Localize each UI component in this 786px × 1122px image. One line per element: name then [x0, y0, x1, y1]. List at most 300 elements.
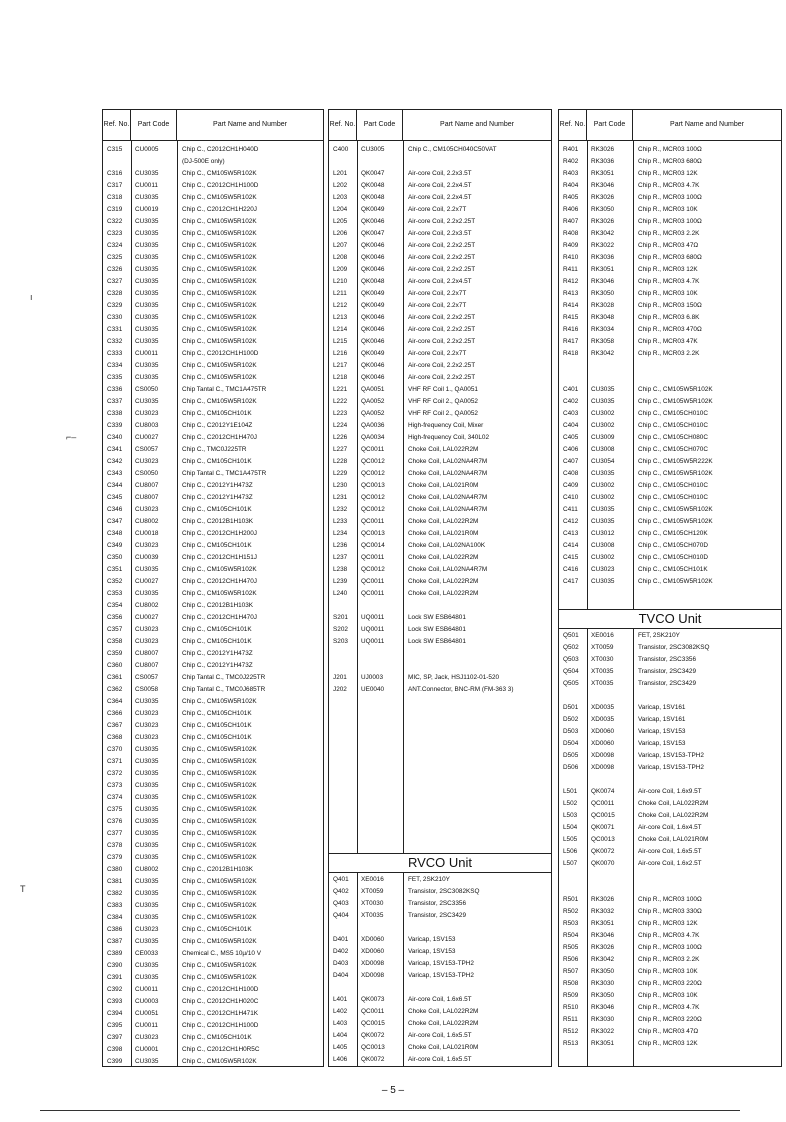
table-row	[103, 756, 323, 768]
part-ref: R510	[563, 1004, 579, 1011]
part-code: QC0013	[361, 482, 385, 489]
part-ref: Q503	[563, 656, 579, 663]
part-ref: R408	[563, 230, 579, 237]
table-row	[559, 564, 781, 576]
part-name: Chemical C., MS5 10µ/10 V	[182, 950, 261, 957]
part-ref: C414	[563, 542, 579, 549]
part-name: Chip C., CM105W5R102K	[182, 242, 257, 249]
part-code: CU8007	[135, 494, 159, 501]
part-code: CU3035	[135, 590, 159, 597]
part-code: QC0012	[361, 458, 385, 465]
part-name: Chip R., MCR03 4.7K	[638, 932, 700, 939]
table-row	[329, 444, 551, 456]
part-ref: C389	[107, 950, 123, 957]
rvco-unit-title: RVCO Unit	[329, 853, 551, 873]
part-ref: L406	[333, 1056, 348, 1063]
part-name: Chip C., C2012CH1H100D	[182, 986, 259, 993]
part-ref: C402	[563, 398, 579, 405]
part-ref: L505	[563, 836, 578, 843]
part-name: Chip C., CM105W5R102K	[182, 194, 257, 201]
part-code: CU3054	[591, 458, 615, 465]
table-row	[103, 768, 323, 780]
part-name: Chip R., MCR03 47K	[638, 338, 698, 345]
table-row	[329, 324, 551, 336]
table-row	[103, 180, 323, 192]
part-code: UJ0003	[361, 674, 384, 681]
part-name: Chip C., CM105W5R102K	[182, 962, 257, 969]
table-row	[103, 792, 323, 804]
part-code: CU3035	[135, 278, 159, 285]
part-code: CU3035	[135, 782, 159, 789]
part-code: CU3035	[135, 902, 159, 909]
part-ref: R411	[563, 266, 578, 273]
part-code: QK0049	[361, 302, 385, 309]
part-ref: C344	[107, 482, 123, 489]
table-row	[103, 1020, 323, 1032]
part-name: Chip C., CM105W5R102K	[182, 974, 257, 981]
part-name: Chip R., MCR03 330Ω	[638, 908, 702, 915]
scan-mark: T	[20, 884, 26, 894]
part-name: Chip R., MCR03 4.7K	[638, 1004, 700, 1011]
part-ref: L210	[333, 278, 348, 285]
part-code: XD0098	[361, 960, 385, 967]
part-name: Chip R., MCR03 680Ω	[638, 254, 702, 261]
part-code: QC0013	[361, 530, 385, 537]
part-code: CU0011	[135, 350, 158, 357]
table-row	[559, 264, 781, 276]
table-row	[103, 288, 323, 300]
part-code: CU3035	[135, 194, 159, 201]
table-row	[103, 588, 323, 600]
table-row	[559, 1026, 781, 1038]
part-ref: L502	[563, 800, 578, 807]
part-code: QA0052	[361, 398, 385, 405]
part-ref: L206	[333, 230, 348, 237]
part-name: Chip C., C2012CH1H040D	[182, 146, 259, 153]
table-row	[103, 996, 323, 1008]
part-ref: R502	[563, 908, 579, 915]
part-ref: L404	[333, 1032, 348, 1039]
part-ref: C317	[107, 182, 123, 189]
part-name: Air-core Coil, 1.6x6.5T	[408, 996, 472, 1003]
part-ref: R415	[563, 314, 579, 321]
part-ref: C327	[107, 278, 123, 285]
part-ref: J201	[333, 674, 347, 681]
part-name: Chip C., C2012Y1H473Z	[182, 494, 253, 501]
table-row	[103, 168, 323, 180]
table-row	[103, 876, 323, 888]
part-ref: R418	[563, 350, 579, 357]
part-ref: L237	[333, 554, 348, 561]
part-name: Chip C., CM105W5R102K	[638, 518, 713, 525]
part-name: Varicap, 1SV161	[638, 716, 686, 723]
part-ref: R407	[563, 218, 579, 225]
table-row	[329, 672, 551, 684]
part-ref: L238	[333, 566, 348, 573]
part-code: CU3035	[135, 230, 159, 237]
part-name: Chip C., CM105W5R102K	[182, 794, 257, 801]
part-ref: S203	[333, 638, 348, 645]
table-row	[103, 648, 323, 660]
part-code: UE0040	[361, 686, 385, 693]
part-ref: C357	[107, 626, 123, 633]
part-code: CU8003	[135, 422, 159, 429]
part-code: CU3035	[591, 398, 615, 405]
table-row	[559, 738, 781, 750]
table-row	[329, 420, 551, 432]
part-code: CU3035	[591, 578, 615, 585]
part-code: CS0057	[135, 674, 159, 681]
part-ref: R417	[563, 338, 579, 345]
table-row	[329, 1018, 551, 1030]
part-ref: L222	[333, 398, 348, 405]
part-ref: C390	[107, 962, 123, 969]
table-row	[103, 408, 323, 420]
table-row	[329, 456, 551, 468]
table-row	[329, 348, 551, 360]
part-code: CU3023	[135, 710, 159, 717]
part-code: QC0015	[591, 812, 615, 819]
table-row	[559, 726, 781, 738]
part-code: CU8002	[135, 602, 159, 609]
part-name: Chip C., CM105W5R102K	[182, 902, 257, 909]
part-ref: R404	[563, 182, 579, 189]
table-row	[559, 456, 781, 468]
part-code: CU3035	[135, 302, 159, 309]
part-name: Chip C., CM105W5R102K	[182, 290, 257, 297]
table-row	[559, 516, 781, 528]
part-ref: D502	[563, 716, 579, 723]
header-code: Part Code	[357, 110, 403, 140]
part-ref: C382	[107, 890, 123, 897]
part-name: Chip C., CM105W5R102K	[182, 830, 257, 837]
part-ref: L228	[333, 458, 348, 465]
part-ref: L236	[333, 542, 348, 549]
part-code: CU8002	[135, 518, 159, 525]
part-name: Chip R., MCR03 12K	[638, 920, 698, 927]
table-row	[559, 420, 781, 432]
part-name: Chip C., CM105CH010C	[638, 482, 708, 489]
part-ref: C358	[107, 638, 123, 645]
table-row	[103, 924, 323, 936]
table-row	[559, 216, 781, 228]
header-ref: Ref. No.	[103, 110, 131, 140]
part-name: Air-core Coil, 1.6x9.5T	[638, 788, 702, 795]
part-ref: R511	[563, 1016, 578, 1023]
part-code: QC0011	[361, 578, 385, 585]
table-row	[103, 552, 323, 564]
part-ref: L240	[333, 590, 348, 597]
table-row	[559, 906, 781, 918]
part-name: Choke Coil, LAL022R2M	[408, 518, 479, 525]
part-code: RK3048	[591, 314, 615, 321]
part-ref: L504	[563, 824, 578, 831]
part-ref: C373	[107, 782, 123, 789]
part-name: Chip C., CM105CH040C50VAT	[408, 146, 497, 153]
table-row	[103, 696, 323, 708]
column-header	[103, 110, 323, 141]
table-row	[329, 970, 551, 982]
table-row	[329, 432, 551, 444]
part-code: XD0060	[591, 740, 615, 747]
part-name: Chip C., CM105W5R102K	[182, 566, 257, 573]
part-name: Chip C., CM105CH101K	[182, 926, 252, 933]
part-code: CU3023	[135, 734, 159, 741]
part-ref: C341	[107, 446, 123, 453]
table-row	[329, 516, 551, 528]
table-row	[329, 156, 551, 168]
part-name: Chip R., MCR03 4.7K	[638, 278, 700, 285]
part-code: QC0011	[591, 800, 615, 807]
table-row	[329, 994, 551, 1006]
part-code: RK3022	[591, 242, 615, 249]
table-row	[559, 492, 781, 504]
part-code: CU3035	[135, 242, 159, 249]
part-name: Chip C., CM105W5R102K	[182, 746, 257, 753]
table-row	[103, 324, 323, 336]
part-name: Chip C., CM105W5R102K	[182, 938, 257, 945]
part-name: Chip C., CM105CH101K	[182, 734, 252, 741]
part-ref: D401	[333, 936, 349, 943]
table-row	[559, 930, 781, 942]
part-ref: C332	[107, 338, 123, 345]
table-row	[329, 252, 551, 264]
part-ref: Q501	[563, 632, 579, 639]
part-ref: C316	[107, 170, 123, 177]
table-row	[103, 528, 323, 540]
table-row	[329, 886, 551, 898]
part-ref: L503	[563, 812, 578, 819]
part-code: QK0046	[361, 242, 385, 249]
part-name: Air-core Coil, 2.2x2.25T	[408, 242, 476, 249]
part-ref: Q402	[333, 888, 349, 895]
part-name: Chip C., CM105CH010C	[638, 422, 708, 429]
part-code: RK3058	[591, 338, 615, 345]
part-code: QK0072	[361, 1032, 385, 1039]
part-ref: C336	[107, 386, 123, 393]
part-name: Air-core Coil, 2.2x7T	[408, 302, 467, 309]
part-code: RK3026	[591, 944, 615, 951]
part-code: CU3002	[591, 482, 615, 489]
part-ref: L226	[333, 434, 348, 441]
part-code: CU3035	[135, 218, 159, 225]
part-ref: C406	[563, 446, 579, 453]
part-name: Chip C., C2012CH1H100D	[182, 182, 259, 189]
table-row	[329, 552, 551, 564]
part-code: CU3035	[135, 962, 159, 969]
part-name: Chip R., MCR03 12K	[638, 1040, 698, 1047]
part-code: QA0051	[361, 386, 385, 393]
table-row	[329, 1042, 551, 1054]
part-code: XE0016	[591, 632, 614, 639]
table-row	[103, 144, 323, 156]
table-row	[329, 564, 551, 576]
part-name: Chip R., MCR03 10K	[638, 290, 698, 297]
part-code: QK0070	[591, 860, 615, 867]
table-row	[329, 648, 551, 660]
table-row	[103, 300, 323, 312]
part-name: Chip R., MCR03 100Ω	[638, 944, 702, 951]
part-name: Choke Coil, LAL022R2M	[408, 446, 479, 453]
part-code: CU3002	[591, 554, 615, 561]
part-code: XT0030	[591, 656, 614, 663]
part-ref: R509	[563, 992, 579, 999]
part-code: CU8007	[135, 482, 159, 489]
part-ref: R504	[563, 932, 579, 939]
table-row	[103, 900, 323, 912]
part-code: CU3023	[135, 1034, 159, 1041]
table-row	[559, 300, 781, 312]
table-row	[103, 540, 323, 552]
part-ref: L216	[333, 350, 348, 357]
table-row	[559, 714, 781, 726]
part-name: Chip R., MCR03 470Ω	[638, 326, 702, 333]
part-ref: C331	[107, 326, 123, 333]
part-name: Transistor, 2SC3356	[638, 656, 697, 663]
table-row	[103, 948, 323, 960]
part-code: QC0011	[361, 1008, 385, 1015]
part-name: Chip C., CM105W5R222K	[638, 458, 713, 465]
part-name: FET, 2SK210Y	[638, 632, 680, 639]
part-ref: C413	[563, 530, 579, 537]
part-name: Chip C., CM105W5R102K	[182, 770, 257, 777]
part-code: XT0035	[591, 668, 614, 675]
table-row	[103, 192, 323, 204]
part-code: CU3005	[361, 146, 385, 153]
part-ref: C361	[107, 674, 123, 681]
part-ref: C339	[107, 422, 123, 429]
table-row	[559, 666, 781, 678]
part-code: QA0034	[361, 434, 385, 441]
page-number: – 5 –	[381, 1085, 405, 1096]
part-ref: Q502	[563, 644, 579, 651]
part-ref: R416	[563, 326, 579, 333]
table-row	[329, 180, 551, 192]
part-code: CU3035	[135, 374, 159, 381]
part-code: RK3026	[591, 146, 615, 153]
table-row	[103, 444, 323, 456]
part-name: Chip R., MCR03 4.7K	[638, 182, 700, 189]
table-row	[559, 552, 781, 564]
part-ref: L221	[333, 386, 348, 393]
part-ref: R507	[563, 968, 579, 975]
part-name: Varicap, 1SV153	[408, 948, 456, 955]
part-code: CU3035	[135, 974, 159, 981]
table-row	[103, 216, 323, 228]
table-row	[559, 348, 781, 360]
table-row	[329, 540, 551, 552]
part-name: Transistor, 2SC3356	[408, 900, 467, 907]
table-row	[329, 588, 551, 600]
table-row	[559, 480, 781, 492]
part-name: ANT.Connector, BNC-RM (FM-363 3)	[408, 686, 514, 693]
table-row	[559, 288, 781, 300]
part-ref: C343	[107, 470, 123, 477]
table-row	[103, 276, 323, 288]
part-code: CU3035	[591, 470, 615, 477]
table-row	[559, 384, 781, 396]
part-ref: D504	[563, 740, 579, 747]
part-name: Chip C., CM105CH101K	[182, 626, 252, 633]
part-ref: C407	[563, 458, 579, 465]
part-code: RK3051	[591, 170, 615, 177]
table-row	[559, 228, 781, 240]
table-row	[329, 276, 551, 288]
part-ref: R410	[563, 254, 579, 261]
part-code: RK3051	[591, 266, 615, 273]
table-row	[103, 312, 323, 324]
part-ref: L405	[333, 1044, 348, 1051]
part-ref: L212	[333, 302, 348, 309]
part-name: Chip C., CM105W5R102K	[182, 1058, 257, 1065]
part-ref: C347	[107, 518, 123, 525]
part-name: VHF RF Coil 2., QA0052	[408, 398, 478, 405]
part-ref: C371	[107, 758, 123, 765]
table-row	[103, 336, 323, 348]
part-code: CU3023	[135, 458, 159, 465]
part-ref: D505	[563, 752, 579, 759]
table-row	[559, 468, 781, 480]
part-code: QK0046	[361, 266, 385, 273]
part-name: Air-core Coil, 2.2x2.25T	[408, 374, 476, 381]
part-ref: C383	[107, 902, 123, 909]
part-ref: C397	[107, 1034, 123, 1041]
part-code: CU3023	[135, 926, 159, 933]
table-row	[559, 954, 781, 966]
part-name: Air-core Coil, 2.2x2.25T	[408, 254, 476, 261]
table-row	[103, 372, 323, 384]
part-code: RK3046	[591, 278, 615, 285]
part-name: Chip Tantal C., TMC0J225TR	[182, 674, 266, 681]
table-row	[103, 984, 323, 996]
part-ref: L401	[333, 996, 348, 1003]
part-name: Choke Coil, LAL022R2M	[408, 578, 479, 585]
table-row	[329, 504, 551, 516]
part-name: Chip C., CM105CH101K	[182, 722, 252, 729]
table-row	[103, 468, 323, 480]
part-ref: Q404	[333, 912, 349, 919]
part-name: Air-core Coil, 2.2x4.5T	[408, 278, 472, 285]
part-name: Varicap, 1SV153-TPH2	[638, 764, 704, 771]
part-code: XT0035	[361, 912, 384, 919]
part-ref: R406	[563, 206, 579, 213]
part-ref: C354	[107, 602, 123, 609]
part-code: RK3046	[591, 182, 615, 189]
table-row	[559, 276, 781, 288]
table-row	[329, 982, 551, 994]
part-ref: C403	[563, 410, 579, 417]
part-name: Chip C., C2012Y1H473Z	[182, 662, 253, 669]
table-row	[329, 168, 551, 180]
table-row	[103, 804, 323, 816]
part-ref: C387	[107, 938, 123, 945]
part-ref: L239	[333, 578, 348, 585]
table-row	[559, 630, 781, 642]
table-row	[103, 600, 323, 612]
part-code: CS0058	[135, 686, 159, 693]
part-ref: C326	[107, 266, 123, 273]
part-name: Chip C., C2012Y1E104Z	[182, 422, 253, 429]
part-name: Chip C., CM105CH101K	[182, 506, 252, 513]
part-name: Lock SW ESB64801	[408, 614, 466, 621]
part-name: Chip C., C2012Y1H473Z	[182, 482, 253, 489]
part-ref: C399	[107, 1058, 123, 1065]
table-row	[559, 444, 781, 456]
part-ref: C329	[107, 302, 123, 309]
part-ref: C356	[107, 614, 123, 621]
table-row	[329, 204, 551, 216]
part-ref: C409	[563, 482, 579, 489]
